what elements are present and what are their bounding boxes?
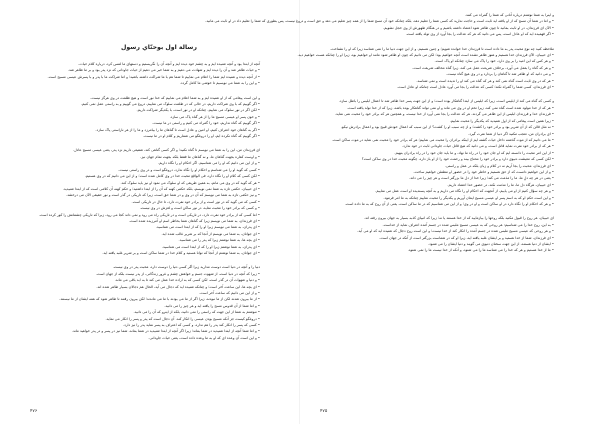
verse-line: • و هر کس که این امید را بر وی دارد، خود را پاک می سازد چنانکه او پاک است. <box>332 58 554 64</box>
verse-line: • ای جوانان، به شما نوشتم از آنجا که توانا هستید و کلام خدا در شما ساکن است و بر شریر غلبه یافته اید. <box>58 250 260 256</box>
verse-line: • هر که گوید که در وی می مانم، به همین طریقی که او سلوک می نمود او نیز باید سلوک کند. <box>58 180 260 186</box>
paragraph <box>58 264 260 341</box>
verse-line: • ای حبیبان، هرگاه دل ما، ما را مذمت نکند، در حضور خدا اعتماد داریم. <box>332 182 554 188</box>
verse-line: • و اما شما آنچه از ابتدا شنیدید در شما بماند؛ زیرا اگر آنچه از ابتدا شنیدید در شما بماند، شما نیز در پسر و در پدر خواهید ماند. <box>58 328 260 334</box>
verse-line: • اگر گوییم که گناه نداریم، خود را گمراه می کنیم و راستی در ما نیست. <box>58 120 260 126</box>
verse-line: • ما می دانیم که از موت گذشته داخل حیات گشته ایم از اینکه برادران را محبت می نماییم؛ هر که برادر خود را محبت نمی نماید در موت ساکن است. <box>332 137 554 143</box>
verse-line: ای حبیبان، هر روح را قبول مکنید بلکه روحها را بیازمایید که از خدا هستند یا نه؛ زیرا که انبیای کذبه بسیار به جهان بیرون رفته اند. <box>363 216 554 221</box>
verse-line: • از این امر محبت را دانسته ایم که او جان خود را در راه ما نهاد، و ما باید جان خود را در راه برادران بنهیم. <box>332 150 554 156</box>
verse-line: • ما از خدا هستیم و هر که خدا را می شناسد ما را می شنود، و آنکه از خدا نیست ما را نمی شنود. <box>332 247 554 253</box>
verse-line: • و هر که احکام او را نگاه دارد در او ساکن است و او در وی؛ و از این می شناسیم که در ما ساکن است، یعنی از آن روح که به ما داده است. <box>332 201 554 207</box>
verse-line: • ای فرزندان، محبت را بجا آریم نه در کلام و زبان بلکه در عمل و راستی. <box>332 163 554 169</box>
verse-line: • اما کسی که از برادر خود نفرت دارد، در تاریکی است و در تاریکی راه می رود و نمی داند کجا می رود، زیرا که تاریکی چشمانش را کور کرده است. <box>58 212 260 218</box>
verse-line: • و از این خواهیم دانست که از حق هستیم و خاطر خود را در حضور او مطمئن خواهیم ساخت. <box>332 169 554 175</box>
verse-line: • و اما در شما آن مسح که از او یافته اید ثابت است و حاجت ندارید که کسی شما را تعلیم دهد، بلکه چنانکه خود آن مسح شما را از همه چیز تعلیم می دهد و حق است و دروغ نیست، پس بطوری که شما را تعلیم داد در او ثابت می مانید. <box>332 18 554 24</box>
paragraph <box>205 12 554 38</box>
verse-line: • از ما بیرون شدند لکن از ما نبودند، زیرا اگر از ما می بودند با ما می ماندند؛ لکن بیرون رفتند تا ظاهر شود که همه ایشان از ما نیستند. <box>58 296 260 302</box>
verse-line: دنیا را و آنچه در دنیا است دوست مدارید زیرا اگر کسی دنیا را دوست دارد، محبت پدر در وی نیست. <box>112 265 260 270</box>
verse-line: • الآن ای فرزندان، در او ثابت بمانید تا چون ظاهر شود اعتماد داشته باشیم و در هنگام ظهورش از وی خجل نشویم. <box>332 25 554 31</box>
verse-line: ملاحظه کنید چه نوع محبت پدر به ما داده است تا فرزندان خدا خوانده شویم؛ و چنین هستیم. و از این جهت دنیا ما را نمی شناسد زیرا که او را نشناخت. <box>329 46 554 51</box>
verse-line: و اینرا به شما نوشتم درباره آنانی که شما را گمراه می کنند. <box>464 13 554 17</box>
verse-line: • لکن اگر در نور سلوک می نماییم، چنانکه او در نور است، با یکدیگر شراکت داریم. <box>58 107 260 113</box>
verse-line: • و هر روحی که عیسی مسیح ملبس شده در جسم آمده را انکار کند از خدا نیست؛ و این است روح دجال که شنیده اید که او می آید. <box>332 228 554 234</box>
verse-line: • هر که در وی ثابت است گناه نمی کند و هر که گناه می کند او را ندیده است و نمی شناسد. <box>332 78 554 84</box>
verse-line: • و دنیا و شهوات آن در گذر است، لکن کسی که به اراده خدا عمل می کند تا به ابد باقی می ماند. <box>58 277 260 283</box>
verse-line: • کسی که گوید او را می شناسم و احکام او را نگاه ندارد، دروغگو است و در وی راستی نیست. <box>58 167 260 173</box>
left-page-body <box>38 61 260 341</box>
verse-line: • و حیات ظاهر شد و آن را دیده ایم و شهادت می دهیم و به شما خبر می دهیم از حیات جاودانی که نزد پدر بود و بر ما ظاهر شد. <box>58 67 260 73</box>
verse-line: • و نیز حکمی تازه به شما می نویسم که آن در وی و در شما حق است، زیرا که تاریکی در گذر است و نور حقیقی الآن می درخشد. <box>58 192 260 198</box>
verse-line: • از آنچه دیده و شنیده ایم شما را اعلام می نماییم تا شما هم با ما شراکت داشته باشید؛ و اما شراکت ما با پدر و با پسرش عیسی مسیح است. <box>58 74 260 80</box>
verse-line: • ای پدران، به شما می نویسم زیرا او را که از ابتدا است می شناسید. <box>58 224 260 230</box>
verse-line: • اگر گوییم که با وی شراکت داریم، در حالی که در ظلمت سلوک می نماییم، دروغ می گوییم و به راستی عمل نمی کنیم. <box>58 101 260 107</box>
verse-line: • و اما شما از آن قدوس مسح را یافته اید و هر چیز را می دانید. <box>58 303 260 309</box>
verse-line: • نه مثل قائن که از آن شریر بود و برادر خود را کشت؛ و از چه سبب او را کشت؟ از این سبب که اعمال خودش قبیح بود و اعمال برادرش نیکو. <box>332 124 554 130</box>
verse-line: • ای فرزندان، کسی شما را گمراه نکند؛ کسی که عدالت را بجا می آورد عادل است چنانکه او عادل است. <box>332 84 554 90</box>
verse-line: ای فرزندان من، این را به شما می نویسم تا گناه نکنید؛ و اگر کسی گناهی کند، شفیعی داریم نزد پدر، یعنی عیسی مسیح عادل. <box>72 148 260 153</box>
verse-line: • ای بچه ها، به شما نوشتم زیرا که پدر را می شناسید. <box>58 237 260 243</box>
verse-line: • ای فرزندان، به شما می نویسم زیرا که گناهان شما بخاطر اسم او آمرزیده شده است. <box>58 218 260 224</box>
verse-line: • زیرا که آنچه در دنیا است، از شهوت جسم و خواهش چشم و غرور زندگانی، از پدر نیست بلکه از جهان است. <box>58 271 260 277</box>
paragraph <box>58 95 260 140</box>
page-title: رسالة اول بوحنّاي رسول <box>121 44 197 51</box>
verse-line: • هر که از برادر خود نفرت نماید قاتل است، و می دانید که هیچ قاتل حیات جاودانی ثابت در خود ندارد. <box>332 143 554 149</box>
verse-line: • ایشان از دنیا هستند، از این جهت سخنان دنیوی می گویند و دنیا ایشان را می شنود. <box>332 241 554 247</box>
verse-line: • یعنی در هر چه دلِ ما، ما را مذمت می کند؛ زیرا خدا از دل ما بزرگتر است و هر چیز را می داند. <box>332 175 554 181</box>
verse-line: • و خون پسر او عیسی مسیح ما را از هر گناه پاک می سازد. <box>58 114 260 120</box>
verse-line: • لکن کسی که معیشت دنیوی دارد و برادر خود را محتاج بیند و رحمت خود را از او باز دارد، چگونه محبت خدا در وی ساکن است؟ <box>332 156 554 162</box>
verse-line: • اگر فهمیده اید که او عادل است، پس می دانید که هر که عدالت را بجا آورد از وی تولد یافته است. <box>332 31 554 37</box>
verse-line: • و این را به شما می نویسیم تا خوشی ما کامل گردد. <box>58 80 260 86</box>
verse-line: • اگر به گناهان خود اعتراف کنیم، او امین و عادل است تا گناهان ما را بیامرزد و ما را از هر ناراستی پاک سازد. <box>58 127 260 133</box>
verse-line: • ای پدران، به شما نوشتم زیرا او را که از ابتدا است می شناسید. <box>58 244 260 250</box>
verse-line: • و از این می دانیم که ساعت آخر است. <box>58 290 260 296</box>
verse-line: • ای حبیبان، الآن فرزندان خدا هستیم و هنوز ظاهر نشده است آنچه خواهیم بود؛ لکن می دانیم که چون او ظاهر شود مانند او خواهیم بود، زیرا او را چنانکه هست خواهیم دید. <box>332 52 554 58</box>
verse-line: • ننوشتم به شما از این جهت که راستی را نمی دانید، بلکه از اینرو که آن را می دانید. <box>58 309 260 315</box>
verse-line: • دروغگو کیست جز آنکه مسیح بودن عیسی را انکار کند. آن دجال است که پدر و پسر را انکار می نماید. <box>58 316 260 322</box>
paragraph <box>38 147 260 256</box>
verse-line: • ای برادران من، تعجب مکنید اگر دنیا از شما نفرت گیرد. <box>332 131 554 137</box>
verse-line: • ای بچه ها، این ساعت آخر است؛ و چنانکه شنیده اید که دجال می آید، الحال هم دجالان بسیار ظاهر شده اند. <box>58 284 260 290</box>
verse-line: • کسی که می گوید که در نور است و از برادر خود نفرت دارد، تا حال در تاریکی است. <box>58 199 260 205</box>
verse-line: • ای جوانان، به شما می نویسم از آنجا که بر شریر غالب شده اید. <box>58 231 260 237</box>
verse-line: و کسی که گناه می کند از ابلیس است، زیرا که ابلیس از ابتدا گناهکار بوده است؛ و از این جهت پسر خدا ظاهر شد تا اعمال ابلیس را باطل سازد. <box>338 99 554 104</box>
verse-line: • و این است آن وعده ای که او به ما وعده داده است، یعنی حیات جاودانی. <box>58 335 260 341</box>
verse-line: • و از این می دانیم که او را می شناسیم، اگر احکام او را نگاه داریم. <box>58 160 260 166</box>
page-number: ۴۷۵ <box>320 409 328 414</box>
verse-line: • و این است حکم او که به اسم پسر او عیسی مسیح ایمان آوریم و یکدیگر را محبت نماییم چنانکه به ما امر فرمود. <box>332 195 554 201</box>
verse-line: • و اوست کفاره بجهت گناهان ما، و نه گناهان ما فقط بلکه بجهت تمام جهان نیز. <box>58 154 260 160</box>
verse-line: • ای حبیبان، حکمی تازه به شما نمی نویسم، بلکه حکمی کهنه که آن را از ابتدا داشتید؛ و حکم کهنه آن کلامی است که از ابتدا شنیدید. <box>58 186 260 192</box>
verse-line: آنچه از ابتدا بود و آنچه شنیده ایم و به چشم خود دیده ایم و آنچه آن را نگریستیم و دستهای ما لمس کرد، درباره کلام حیات. <box>78 62 260 66</box>
paragraph <box>332 98 554 207</box>
paragraph <box>47 61 260 87</box>
verse-line: • زیرا همین است پیغامی که از اول شنیدید که یکدیگر را محبت نماییم. <box>332 118 554 124</box>
page-number: ۴۷۶ <box>30 409 38 414</box>
verse-line: • و می دانید که او ظاهر شد تا گناهان را بردارد و در وی هیچ گناه نیست. <box>332 71 554 77</box>
verse-line: • ای فرزندان، شما از خدا هستید و بر ایشان غلبه یافته اید، زیرا او که در شماست بزرگتر است از آنکه در جهان است. <box>332 235 554 241</box>
verse-line: • و هر چه سؤال کنیم از او می یابیم، از آنجهت که احکام او را نگاه می داریم و به آنچه پسندیده او است عمل می نماییم. <box>332 188 554 194</box>
verse-line: • اگر گوییم که گناه نکرده ایم، او را دروغگو می شماریم و کلام او در ما نیست. <box>58 133 260 139</box>
verse-line: • و کسی که برادر خود را محبت نماید، در نور ساکن است و لغزش در وی نیست. <box>58 205 260 211</box>
verse-line: • فرزندان خدا و فرزندان ابلیس از این ظاهر می گردند. هر که عدالت را بجا نمی آورد از خدا نیست، و همچنین هر که برادر خود را محبت نمی نماید. <box>332 111 554 117</box>
verse-line: • هر که از خدا مولود شده است گناه نمی کند، زیرا تخم او در وی می ماند و او نمی تواند گناهکار بوده باشد، زیرا که از خدا تولد یافته است. <box>332 105 554 111</box>
verse-line: • به این، روح خدا را می شناسیم: هر روحی که به عیسی مسیح ملبس شده در جسم آمده اعتراف نماید از خداست. <box>332 222 554 228</box>
verse-line: • لکن کسی که کلام او را نگاه دارد، فی الواقع محبت خدا در وی کامل شده است؛ و از این می دانیم که در وی هستیم. <box>58 173 260 179</box>
verse-line: • و هر که گناه را بعمل می آورد، برخلاف شریعت عمل می کند، زیرا گناه مخالف شریعت است. <box>332 65 554 71</box>
verse-line: و این است پیغامی که از او شنیده ایم و به شما اعلام می نماییم که خدا نور است و هیچ ظلمت در وی هرگز نیست. <box>90 95 260 100</box>
paragraph <box>297 46 554 91</box>
paragraph <box>332 215 554 253</box>
verse-line: • کسی که پسر را انکار کند پدر را هم ندارد، و کسی که اعتراف به پسر نماید پدر را نیز دارد. <box>58 322 260 328</box>
